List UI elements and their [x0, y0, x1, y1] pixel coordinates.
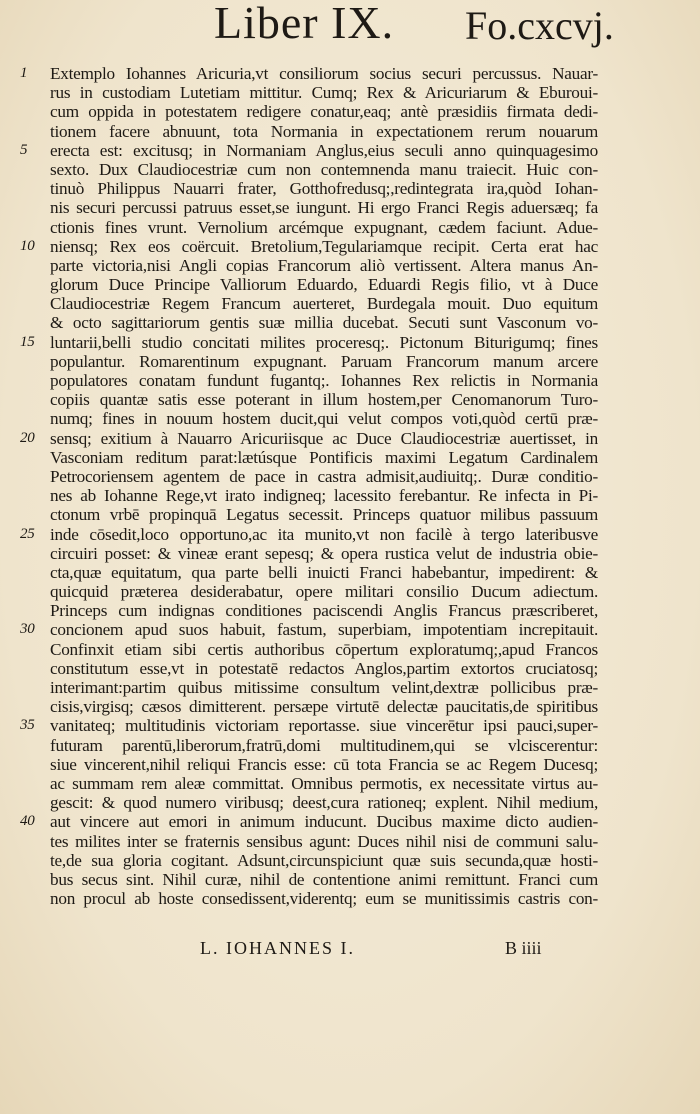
line-text: cta,quæ equitatum, qua parte belli inuicti Franci habebantur, impedirent: &	[50, 562, 598, 582]
line-number: 20	[20, 429, 35, 446]
text-line	[50, 467, 598, 486]
quire-signature: B iiii	[505, 938, 542, 958]
line-text: rus in custodiam Lutetiam mittitur. Cumq; Rex & Aricuriarum & Eburoui-	[50, 83, 598, 103]
text-line	[50, 486, 598, 505]
line-text: siue vincerent,nihil reliqui Francis esse: cū tota Francia se ac Regem Ducesq;	[50, 754, 598, 774]
text-line	[50, 601, 598, 620]
text-line	[50, 505, 598, 524]
line-text: Princeps cum indignas conditiones paciscendi Anglis Francus præscriberet,	[50, 601, 598, 621]
running-header	[210, 0, 614, 48]
book-number: Liber IX.	[214, 0, 395, 48]
page-footer	[200, 938, 600, 966]
text-line	[50, 122, 598, 141]
line-text: numq; fines in nouum hostem ducit,qui velut compos voti,quòd certū præ-	[50, 409, 598, 429]
line-text: niensq; Rex eos coërcuit. Bretolium,Tegulariamque recipit. Certa erat hac	[50, 236, 598, 256]
line-text: ctonum vrbē propinquā Legatus secessit. Princeps quatuor milibus passuum	[50, 505, 598, 525]
line-text: futuram parentū,liberorum,fratrū,domi multitudinem,qui se vlciscerentur:	[50, 735, 598, 755]
text-line	[50, 102, 598, 121]
line-text: interimant:partim quibus mitissime consultum velint,dextræ pollicibus præ-	[50, 678, 598, 697]
line-text: parte victoria,nisi Angli copias Francorum aliò vertissent. Altera manus An-	[50, 255, 598, 275]
line-text: cisis,virgisq; cæsos dimitterent. persæpe virtutē delectæ paucitatis,de spiritibus	[50, 697, 598, 717]
line-text: luntarii,belli studio concitati milites proceresq;. Pictonum Biturigumq; fines	[50, 332, 598, 352]
text-line	[50, 659, 598, 678]
line-text: ac summam rem aleæ committat. Omnibus permotis, ex necessitate virtus au-	[50, 773, 598, 793]
line-number: 1	[20, 65, 28, 81]
line-text: copiis quantæ satis esse poterant in illum hostem,per Cenomanorum Turo-	[50, 390, 598, 410]
line-number: 40	[20, 813, 35, 830]
line-number: 15	[20, 333, 35, 350]
line-text: cum oppida in potestatem redigere conatur,eaq; antè præsidiis firmata dedi-	[50, 102, 598, 122]
line-text: constitutum esse,vt in potestatē redactos Anglos,partim extortos cruciatosq;	[50, 658, 598, 678]
text-line	[50, 160, 598, 179]
text-line	[50, 352, 598, 371]
text-line	[50, 832, 598, 851]
text-line	[20, 716, 598, 736]
folio-number: Fo.cxcvj.	[465, 3, 614, 48]
text-line	[50, 640, 598, 659]
line-text: Extemplo Iohannes Aricuria,vt consiliorum socius securi percussus. Nauar-	[50, 64, 598, 83]
text-line	[50, 544, 598, 563]
text-line	[50, 198, 598, 217]
text-line	[50, 83, 598, 102]
line-text: inde cōsedit,loco opportuno,ac ita munito,vt non facilè à tergo lateribusve	[50, 524, 598, 544]
text-line	[50, 313, 598, 332]
line-text: vanitateq; multitudinis victoriam reportasse. siue vincerētur ipsi pauci,super-	[50, 716, 598, 736]
line-text: aut vincere aut emori in animum inducunt. Ducibus maxime dicto audien-	[50, 812, 598, 832]
text-line	[20, 620, 598, 640]
line-text: Vasconiam reditum parat:lætúsque Pontificis maximi Legatum Cardinalem	[50, 447, 598, 467]
line-text: bus secus sint. Nihil curæ, nihil de contentione animi remittunt. Franci cum	[50, 869, 598, 889]
text-line	[50, 736, 598, 755]
line-number: 30	[20, 621, 35, 638]
text-line	[50, 851, 598, 870]
text-line	[20, 524, 598, 544]
line-text: & octo sagittariorum gentis suæ millia ducebat. Secuti sunt Vasconum vo-	[50, 313, 598, 333]
text-line	[20, 332, 598, 352]
line-text: erecta est: excitusq; in Normaniam Anglus,eius seculi anno quinquagesimo	[50, 140, 598, 160]
line-number: 10	[20, 237, 35, 254]
text-line	[20, 140, 598, 160]
text-line	[50, 409, 598, 428]
line-text: tes milites inter se fraternis sensibus agunt: Duces nihil nisi de communi salu-	[50, 831, 598, 851]
text-line	[50, 755, 598, 774]
line-number: 5	[20, 141, 28, 158]
text-line	[50, 294, 598, 313]
text-line	[50, 889, 598, 908]
line-text: tinuò Philippus Nauarri frater, Gotthofredusq;,redintegrata ira,quòd Iohan-	[50, 179, 598, 199]
line-text: tionem facere abnuunt, tota Normania in expectationem rerum nouarum	[50, 121, 598, 141]
main-text-block	[20, 64, 598, 909]
text-line	[50, 678, 598, 697]
text-line	[50, 371, 598, 390]
text-line	[20, 64, 598, 83]
line-text: quicquid præterea desiderabatur, opere militari consilio Ducum adiectum.	[50, 582, 598, 602]
text-line	[50, 563, 598, 582]
line-text: non procul ab hoste consedissent,viderentq; eum se munitissimis castris con-	[50, 889, 598, 909]
text-line	[50, 582, 598, 601]
text-line	[50, 179, 598, 198]
line-text: nis securi percussi patruus esset,se iungunt. Hi ergo Franci Regis aduersæq; fa	[50, 198, 598, 218]
line-text: Claudiocestriæ Regem Francum auerteret, Burdegala mouit. Duo equitum	[50, 294, 598, 314]
line-text: Confinxit etiam sibi certis authoribus cōpertum exploratumq;,apud Francos	[50, 639, 598, 659]
text-line	[50, 870, 598, 889]
line-text: gescit: & quod numero viribusq; deest,cura rationeq; explent. Nihil medium,	[50, 793, 598, 813]
text-line	[50, 218, 598, 237]
text-line	[50, 793, 598, 812]
line-text: sensq; exitium à Nauarro Aricuriisque ac Duce Claudiocestriæ auertisset, in	[50, 428, 598, 448]
line-number: 25	[20, 525, 35, 542]
line-text: nes ab Iohanne Rege,vt irato indigneq; lacessito ferebantur. Re infecta in Pi-	[50, 486, 598, 506]
text-line	[20, 236, 598, 256]
line-text: populatores conatam fundunt fugantq;. Iohannes Rex relictis in Normania	[50, 371, 598, 390]
text-line	[20, 812, 598, 832]
text-line	[20, 428, 598, 448]
line-text: concionem apud suos habuit, fastum, superbiam, impotentiam increpitauit.	[50, 620, 598, 640]
line-number: 35	[20, 717, 35, 734]
line-text: glorum Duce Principe Valliorum Eduardo, Eduardi Regis filio, vt à Duce	[50, 275, 598, 295]
line-text: ctionis fines vrunt. Vernolium arcémque expugnant, cædem faciunt. Adue-	[50, 217, 598, 237]
text-line	[50, 256, 598, 275]
line-text: te,de sua gloria cogitant. Adsunt,circunspiciunt quæ suis secunda,quæ hosti-	[50, 850, 598, 870]
line-text: sexto. Dux Claudiocestriæ cum non contemnenda manu traiecit. Huic con-	[50, 159, 598, 179]
text-line	[50, 390, 598, 409]
line-text: Petrocoriensem agentem de pace in castra admisit,audiuitq;. Duræ conditio-	[50, 466, 598, 486]
catchword-signature: L. IOHANNES I.	[200, 938, 355, 958]
text-line	[50, 448, 598, 467]
text-line	[50, 697, 598, 716]
line-text: circuiri posset: & vineæ erant sepesq; & opera rustica velut de industria obie-	[50, 543, 598, 563]
line-text: populantur. Romarentinum expugnant. Paruam Francorum manum arcere	[50, 351, 598, 371]
text-line	[50, 774, 598, 793]
text-line	[50, 275, 598, 294]
